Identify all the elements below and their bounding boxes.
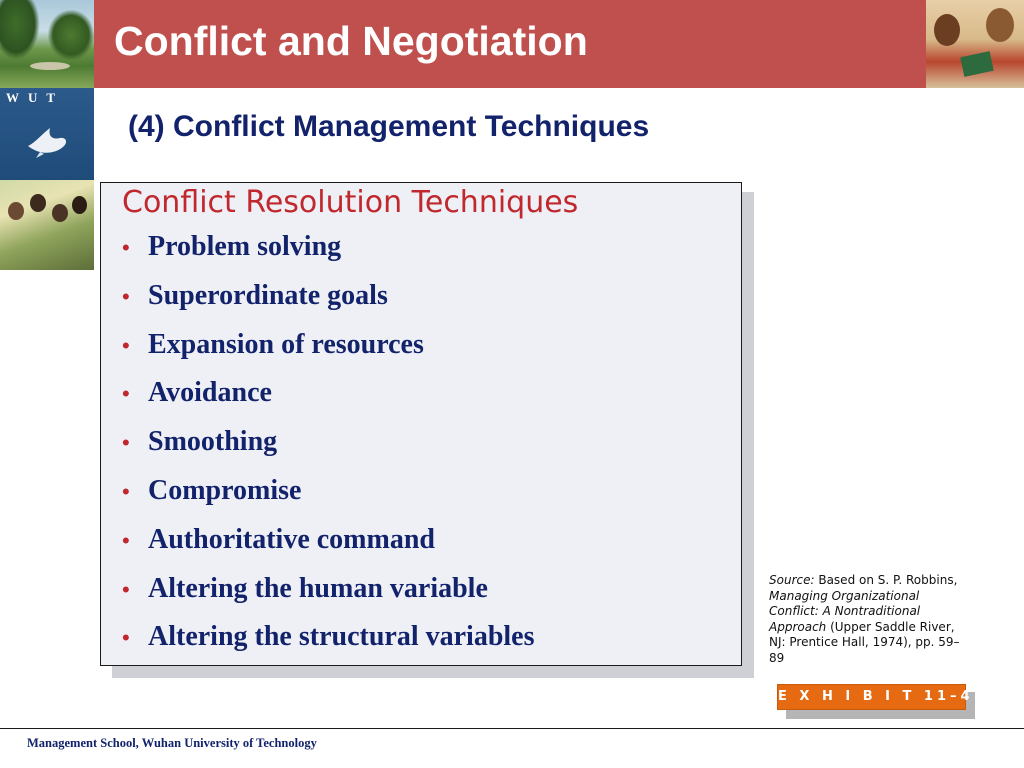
students-reading-photo xyxy=(926,0,1024,88)
logo-text: W U T xyxy=(6,90,59,105)
person-shape xyxy=(986,8,1014,42)
list-item-label: Authoritative command xyxy=(148,523,435,555)
left-image-strip xyxy=(0,0,94,270)
bullet-icon: • xyxy=(122,235,130,260)
techniques-panel xyxy=(100,182,742,666)
bullet-icon: • xyxy=(122,527,130,553)
person-shape xyxy=(30,194,46,212)
source-book-title: Managing Organizational Conflict: A Nontraditional Approach xyxy=(769,588,921,634)
source-text: (Upper Saddle River, NJ: Prentice Hall, 1974), pp. 59–89 xyxy=(769,619,960,665)
tree-shape xyxy=(48,10,94,60)
bullet-icon: • xyxy=(122,283,130,309)
list-item xyxy=(122,475,535,524)
source-text: Based on S. P. Robbins, xyxy=(814,573,958,587)
bullet-icon: • xyxy=(122,625,130,651)
footer-divider xyxy=(0,728,1024,729)
university-logo xyxy=(0,88,94,180)
list-item xyxy=(122,426,535,475)
list-item xyxy=(122,231,535,280)
list-item xyxy=(122,280,535,329)
students-photo xyxy=(0,180,94,270)
list-item-label: Smoothing xyxy=(148,426,278,458)
list-item xyxy=(122,573,535,622)
bullet-icon: • xyxy=(122,478,130,504)
bullet-icon: • xyxy=(122,430,130,456)
list-item-label: Superordinate goals xyxy=(148,279,388,311)
source-label: Source: xyxy=(769,573,815,587)
title-bar xyxy=(94,0,926,88)
list-item-label: Altering the human variable xyxy=(148,572,488,604)
bullet-icon: • xyxy=(122,332,130,358)
list-item-label: Problem solving xyxy=(148,231,342,262)
list-item xyxy=(122,329,535,378)
bullet-icon: • xyxy=(122,576,130,602)
exhibit-badge: E X H I B I T 11–4 xyxy=(777,684,966,710)
person-shape xyxy=(72,196,87,214)
person-shape xyxy=(52,204,68,222)
bullet-icon: • xyxy=(122,381,130,407)
techniques-list xyxy=(122,231,535,670)
path-shape xyxy=(30,62,70,70)
list-item xyxy=(122,377,535,426)
person-shape xyxy=(934,14,960,46)
list-item xyxy=(122,524,535,573)
list-item-label: Expansion of resources xyxy=(148,328,424,360)
slide-subtitle: (4) Conflict Management Techniques xyxy=(128,110,650,143)
campus-park-photo xyxy=(0,0,94,88)
list-item xyxy=(122,621,535,670)
tree-shape xyxy=(0,0,40,60)
source-note xyxy=(769,573,969,666)
panel-heading: Conflict Resolution Techniques xyxy=(122,185,579,220)
list-item-label: Altering the structural variables xyxy=(148,621,535,653)
person-shape xyxy=(8,202,24,220)
slide-title: Conflict and Negotiation xyxy=(114,18,588,64)
list-item-label: Compromise xyxy=(148,474,302,506)
footer-text: Management School, Wuhan University of Technology xyxy=(27,736,317,750)
book-shape xyxy=(960,51,994,77)
list-item-label: Avoidance xyxy=(148,377,272,409)
bird-logo-icon xyxy=(26,124,70,160)
